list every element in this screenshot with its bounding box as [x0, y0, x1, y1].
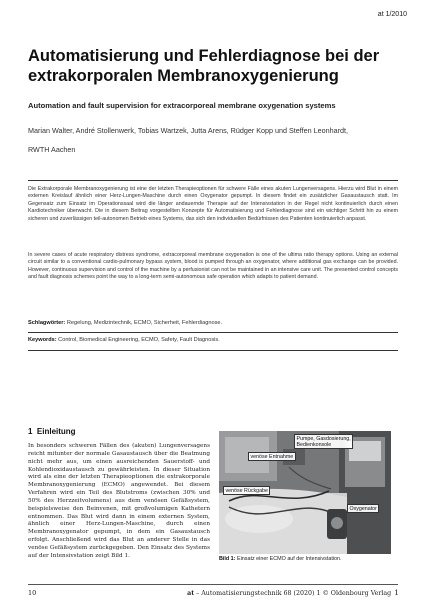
- figure-caption-label: Bild 1:: [219, 556, 236, 562]
- abstract-bottom-rule: [28, 350, 398, 351]
- affiliation: RWTH Aachen: [28, 145, 76, 154]
- label-pump-console: [294, 434, 353, 449]
- section-title: Einleitung: [36, 427, 76, 436]
- section-body-text: In besonders schweren Fällen des (akuten) Lungenversagens reicht mitunter der normale Gasaustausch über die Beatmung nicht mehr aus, um einen ausreichenden Sauerstoff- und Kohlendioxidaustausch zu gewährleisten. In dieser Situation wird als eine der letzten Therapieoptionen die extrakorporale Membranoxygenierung (ECMO) angewendet. Bei diesem Verfahren wird ein Teil des Blutstroms (zwischen 30% und 50% des Herzzeitvolumens) aus dem venösen Gefäßsystem, beispielsweise den Beinvenen, mit großvolumigen Kathetern entnommen. Das Blut wird dann in einem externen System, ähnlich einer Herz-Lungen-Maschine, durch einen Membranoxygenator gepumpt, in dem ein Gasaustausch erfolgt. Anschließend wird das Blut an anderer Stelle in das venöse Gefäßsystem zurückgegeben. Den Einsatz des Systems auf der Intensivstation zeigt Bild 1.: [28, 443, 210, 559]
- keywords-english-label: Keywords:: [28, 337, 57, 343]
- abstract-english: In severe cases of acute respiratory distress syndrome, extracorporeal membrane oxygenation is one of the ultima ratio therapy options. Using an external circuit similar to a conventional cardio-pulmonary bypass system, blood is pumped through an oxygenator, where additional gas exchange can be provided. However, continuous supervision and control of the machine by a perfusionist can not be maintained in an intensive care unit. The presented control concepts and fault diagnosis schemes point the way to a long-term semi-autonomous safe operation which adapts to patient demand.: [28, 252, 398, 281]
- left-page-number: 10: [28, 589, 37, 597]
- keywords-german: [28, 320, 398, 326]
- issue-label: at 1/2010: [377, 11, 407, 18]
- keywords-english: [28, 337, 398, 343]
- section-heading: [28, 427, 76, 436]
- section-number: 1: [28, 427, 33, 436]
- label-venous-return: venöse Rückgabe: [223, 486, 270, 495]
- journal-abbreviation: at: [187, 590, 195, 597]
- keywords-german-text: Regelung, Medizintechnik, ECMO, Sicherheit, Fehlerdiagnose.: [66, 320, 223, 326]
- figure-caption: [219, 556, 399, 562]
- article-title: Automatisierung und Fehlerdiagnose bei der extrakorporalen Membranoxygenierung: [28, 47, 380, 85]
- footer-rule: [28, 584, 398, 585]
- label-console: Bedienkonsole: [296, 441, 332, 448]
- figure-ecmo-photo: [219, 431, 391, 554]
- label-oxygenator: Oxygenator: [347, 504, 379, 513]
- abstract-top-rule: [28, 180, 398, 181]
- article-subtitle: Automation and fault supervision for extracorporeal membrane oxygenation systems: [28, 101, 336, 110]
- keywords-divider: [28, 332, 398, 333]
- author-list: Marian Walter, André Stollenwerk, Tobias Wartzek, Jutta Arens, Rüdger Kopp und Steffen Leonhardt,: [28, 126, 349, 135]
- keywords-german-label: Schlagwörter:: [28, 320, 66, 326]
- page-number: 1: [394, 588, 399, 597]
- abstract-german: Die Extrakorporale Membranoxygenierung ist eine der letzten Therapieoptionen für schwere Fälle eines akuten Lungenversagens. Hierzu wird Blut in einem externen Kreislauf ähnlich einer Herz-Lungen-Maschine durch einen Oxygenator gepumpt. In diesem findet ein zusätzlicher Gasaustausch statt. Im Gegensatz zum Einsatz im Operationssaal wird die länger andauernde Therapie auf der Intensivstation in der Regel nicht kontinuierlich durch einen Kardiotechniker überwacht. Die in diesem Beitrag vorgestellten Konzepte für Automatisierung und Fehlerdiagnose sind ein wichtiger Schritt hin zu einem sicheren und zuverlässigen teil-autonomen Betrieb eines Systems, das sich den individuellen Bedürfnissen des Patienten kontinuierlich anpasst.: [28, 186, 398, 222]
- label-venous-withdrawal: venöse Entnahme: [248, 452, 296, 461]
- keywords-english-text: Control, Biomedical Engineering, ECMO, Safety, Fault Diagnosis.: [58, 337, 220, 343]
- figure-caption-text: Einsatz einer ECMO auf der Intensivstation.: [236, 556, 342, 562]
- journal-citation: – Automatisierungstechnik 68 (2020) 1 © Oldenbourg Verlag: [194, 590, 392, 597]
- label-pump: Pumpe, Gasdosierung,: [296, 435, 351, 442]
- journal-footer: [187, 588, 399, 597]
